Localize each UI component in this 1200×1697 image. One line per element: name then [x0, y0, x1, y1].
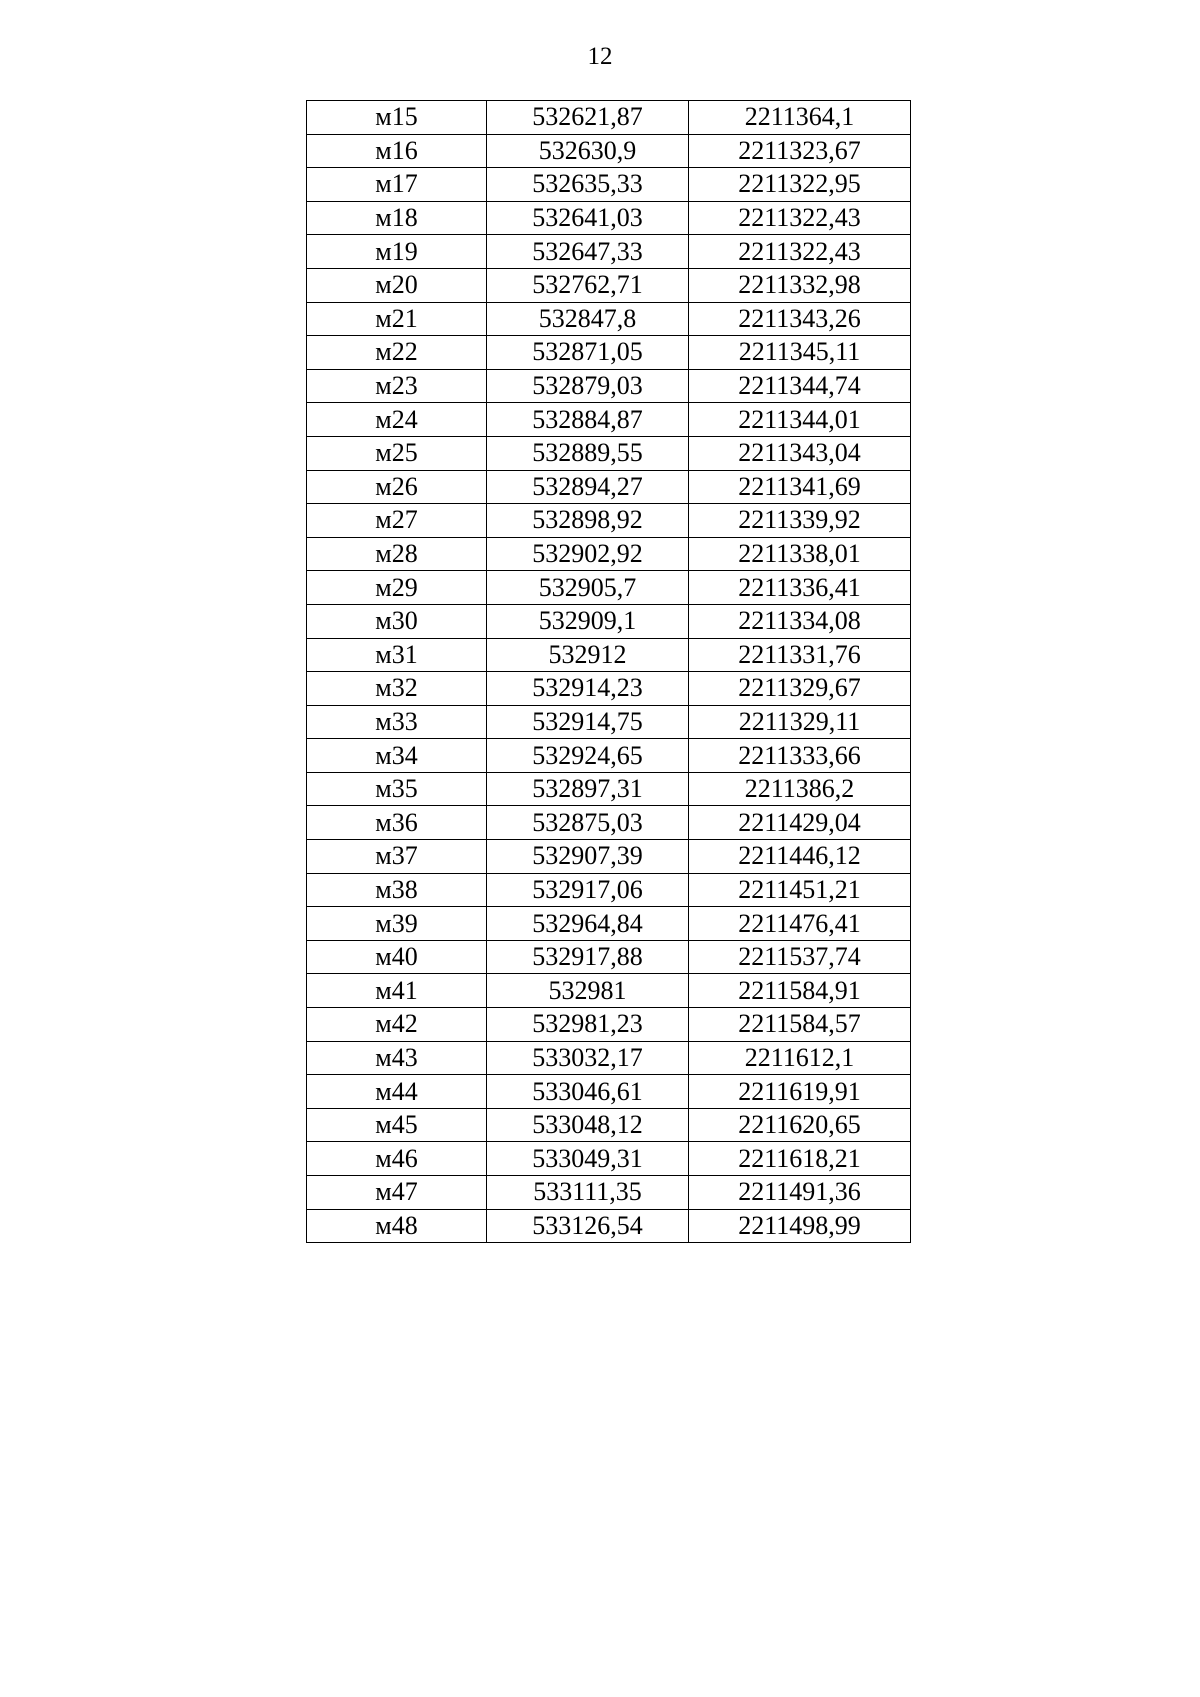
- table-row: [307, 235, 911, 269]
- y-coordinate-cell: 2211333,66: [689, 739, 911, 773]
- coordinates-table-body: [307, 101, 911, 1243]
- table-row: [307, 907, 911, 941]
- table-row: [307, 571, 911, 605]
- y-coordinate-cell: 2211537,74: [689, 940, 911, 974]
- point-label-cell: м16: [307, 134, 487, 168]
- point-label-cell: м18: [307, 201, 487, 235]
- table-row: [307, 806, 911, 840]
- x-coordinate-cell: 532641,03: [487, 201, 689, 235]
- y-coordinate-cell: 2211429,04: [689, 806, 911, 840]
- table-row: [307, 268, 911, 302]
- y-coordinate-cell: 2211334,08: [689, 604, 911, 638]
- x-coordinate-cell: 532647,33: [487, 235, 689, 269]
- x-coordinate-cell: 532621,87: [487, 101, 689, 135]
- point-label-cell: м37: [307, 840, 487, 874]
- point-label-cell: м27: [307, 504, 487, 538]
- x-coordinate-cell: 533049,31: [487, 1142, 689, 1176]
- table-row: [307, 336, 911, 370]
- point-label-cell: м29: [307, 571, 487, 605]
- x-coordinate-cell: 532909,1: [487, 604, 689, 638]
- y-coordinate-cell: 2211619,91: [689, 1075, 911, 1109]
- table-row: [307, 604, 911, 638]
- table-row: [307, 1108, 911, 1142]
- x-coordinate-cell: 532875,03: [487, 806, 689, 840]
- point-label-cell: м41: [307, 974, 487, 1008]
- x-coordinate-cell: 532914,23: [487, 672, 689, 706]
- point-label-cell: м26: [307, 470, 487, 504]
- y-coordinate-cell: 2211386,2: [689, 772, 911, 806]
- y-coordinate-cell: 2211344,01: [689, 403, 911, 437]
- coordinates-table: [306, 100, 911, 1243]
- point-label-cell: м40: [307, 940, 487, 974]
- y-coordinate-cell: 2211584,91: [689, 974, 911, 1008]
- x-coordinate-cell: 532762,71: [487, 268, 689, 302]
- point-label-cell: м24: [307, 403, 487, 437]
- x-coordinate-cell: 532981: [487, 974, 689, 1008]
- y-coordinate-cell: 2211323,67: [689, 134, 911, 168]
- y-coordinate-cell: 2211339,92: [689, 504, 911, 538]
- y-coordinate-cell: 2211341,69: [689, 470, 911, 504]
- point-label-cell: м28: [307, 537, 487, 571]
- y-coordinate-cell: 2211329,11: [689, 705, 911, 739]
- table-row: [307, 101, 911, 135]
- x-coordinate-cell: 532964,84: [487, 907, 689, 941]
- x-coordinate-cell: 532924,65: [487, 739, 689, 773]
- point-label-cell: м48: [307, 1209, 487, 1243]
- table-row: [307, 638, 911, 672]
- table-row: [307, 470, 911, 504]
- x-coordinate-cell: 532914,75: [487, 705, 689, 739]
- table-row: [307, 873, 911, 907]
- point-label-cell: м39: [307, 907, 487, 941]
- y-coordinate-cell: 2211322,43: [689, 235, 911, 269]
- x-coordinate-cell: 532981,23: [487, 1008, 689, 1042]
- table-row: [307, 1176, 911, 1210]
- y-coordinate-cell: 2211620,65: [689, 1108, 911, 1142]
- table-row: [307, 739, 911, 773]
- x-coordinate-cell: 532907,39: [487, 840, 689, 874]
- point-label-cell: м23: [307, 369, 487, 403]
- table-row: [307, 436, 911, 470]
- y-coordinate-cell: 2211343,26: [689, 302, 911, 336]
- x-coordinate-cell: 533046,61: [487, 1075, 689, 1109]
- point-label-cell: м30: [307, 604, 487, 638]
- table-row: [307, 1075, 911, 1109]
- table-row: [307, 974, 911, 1008]
- x-coordinate-cell: 533032,17: [487, 1041, 689, 1075]
- y-coordinate-cell: 2211329,67: [689, 672, 911, 706]
- y-coordinate-cell: 2211584,57: [689, 1008, 911, 1042]
- y-coordinate-cell: 2211332,98: [689, 268, 911, 302]
- table-row: [307, 1041, 911, 1075]
- point-label-cell: м17: [307, 168, 487, 202]
- point-label-cell: м44: [307, 1075, 487, 1109]
- table-row: [307, 1008, 911, 1042]
- table-row: [307, 940, 911, 974]
- table-row: [307, 504, 911, 538]
- y-coordinate-cell: 2211331,76: [689, 638, 911, 672]
- point-label-cell: м31: [307, 638, 487, 672]
- x-coordinate-cell: 532871,05: [487, 336, 689, 370]
- y-coordinate-cell: 2211343,04: [689, 436, 911, 470]
- x-coordinate-cell: 532902,92: [487, 537, 689, 571]
- point-label-cell: м32: [307, 672, 487, 706]
- x-coordinate-cell: 533048,12: [487, 1108, 689, 1142]
- point-label-cell: м21: [307, 302, 487, 336]
- x-coordinate-cell: 532889,55: [487, 436, 689, 470]
- point-label-cell: м47: [307, 1176, 487, 1210]
- point-label-cell: м20: [307, 268, 487, 302]
- x-coordinate-cell: 532912: [487, 638, 689, 672]
- y-coordinate-cell: 2211491,36: [689, 1176, 911, 1210]
- point-label-cell: м22: [307, 336, 487, 370]
- point-label-cell: м19: [307, 235, 487, 269]
- y-coordinate-cell: 2211618,21: [689, 1142, 911, 1176]
- table-row: [307, 772, 911, 806]
- y-coordinate-cell: 2211612,1: [689, 1041, 911, 1075]
- point-label-cell: м36: [307, 806, 487, 840]
- x-coordinate-cell: 533111,35: [487, 1176, 689, 1210]
- point-label-cell: м25: [307, 436, 487, 470]
- x-coordinate-cell: 533126,54: [487, 1209, 689, 1243]
- table-row: [307, 672, 911, 706]
- x-coordinate-cell: 532917,06: [487, 873, 689, 907]
- table-row: [307, 1142, 911, 1176]
- point-label-cell: м42: [307, 1008, 487, 1042]
- table-row: [307, 369, 911, 403]
- point-label-cell: м46: [307, 1142, 487, 1176]
- table-row: [307, 705, 911, 739]
- point-label-cell: м45: [307, 1108, 487, 1142]
- y-coordinate-cell: 2211344,74: [689, 369, 911, 403]
- point-label-cell: м43: [307, 1041, 487, 1075]
- y-coordinate-cell: 2211345,11: [689, 336, 911, 370]
- table-row: [307, 840, 911, 874]
- point-label-cell: м38: [307, 873, 487, 907]
- table-row: [307, 403, 911, 437]
- x-coordinate-cell: 532905,7: [487, 571, 689, 605]
- y-coordinate-cell: 2211446,12: [689, 840, 911, 874]
- table-row: [307, 168, 911, 202]
- table-row: [307, 537, 911, 571]
- table-row: [307, 201, 911, 235]
- x-coordinate-cell: 532917,88: [487, 940, 689, 974]
- x-coordinate-cell: 532898,92: [487, 504, 689, 538]
- x-coordinate-cell: 532630,9: [487, 134, 689, 168]
- x-coordinate-cell: 532879,03: [487, 369, 689, 403]
- table-row: [307, 134, 911, 168]
- y-coordinate-cell: 2211322,95: [689, 168, 911, 202]
- y-coordinate-cell: 2211476,41: [689, 907, 911, 941]
- x-coordinate-cell: 532894,27: [487, 470, 689, 504]
- y-coordinate-cell: 2211338,01: [689, 537, 911, 571]
- y-coordinate-cell: 2211336,41: [689, 571, 911, 605]
- x-coordinate-cell: 532897,31: [487, 772, 689, 806]
- table-row: [307, 1209, 911, 1243]
- y-coordinate-cell: 2211364,1: [689, 101, 911, 135]
- table-row: [307, 302, 911, 336]
- point-label-cell: м15: [307, 101, 487, 135]
- y-coordinate-cell: 2211451,21: [689, 873, 911, 907]
- x-coordinate-cell: 532847,8: [487, 302, 689, 336]
- point-label-cell: м35: [307, 772, 487, 806]
- y-coordinate-cell: 2211498,99: [689, 1209, 911, 1243]
- page-number: 12: [587, 43, 613, 70]
- point-label-cell: м33: [307, 705, 487, 739]
- point-label-cell: м34: [307, 739, 487, 773]
- y-coordinate-cell: 2211322,43: [689, 201, 911, 235]
- x-coordinate-cell: 532635,33: [487, 168, 689, 202]
- x-coordinate-cell: 532884,87: [487, 403, 689, 437]
